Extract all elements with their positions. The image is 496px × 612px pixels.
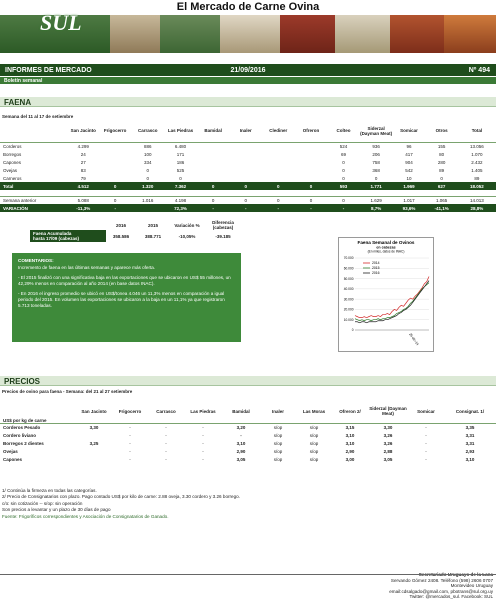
faena-cell: 0 xyxy=(99,182,131,190)
faena-cell xyxy=(230,150,262,158)
prices-cell: - xyxy=(202,432,204,438)
faena-col-header: Carrasco xyxy=(137,128,158,134)
faena-cell: 334 xyxy=(143,159,152,165)
faena-cell: 186 xyxy=(176,159,185,165)
faena-cell: - xyxy=(327,204,359,212)
faena-cell xyxy=(230,142,262,150)
faena-cell: 4.198 xyxy=(164,196,197,204)
report-number: Nº 494 xyxy=(468,66,490,74)
faena-cell xyxy=(295,158,328,166)
faena-cell: 1.320 xyxy=(131,182,164,190)
faena-cell: 0 xyxy=(99,196,131,204)
faena-cell: 1.017 xyxy=(393,196,426,204)
comment-p2: - El 2015 finalizó con una significativa baja en las exportaciones que se ubicaron en US$ 55 millones, un 42,29% menos en comparación al año 2014 (en base datos INAC). xyxy=(18,275,231,286)
contact-address: Servando Gómez 2408. Teléfono (598) 2606 0707 xyxy=(390,577,493,583)
contact-social[interactable]: Twitter: @mercados_sul. Facebook: SUL xyxy=(409,594,493,600)
prices-col-header: Carrasco xyxy=(156,408,176,414)
faena-cell: - xyxy=(262,204,295,212)
prices-row xyxy=(0,455,496,463)
faena-cell xyxy=(295,166,328,174)
faena-cell: 886 xyxy=(131,142,164,150)
faena-cell: 96 xyxy=(393,142,426,150)
faena-cell: 27 xyxy=(80,159,86,165)
prices-cell: - xyxy=(129,440,131,446)
prices-cell: - xyxy=(112,423,148,431)
faena-cell: -11,3% xyxy=(67,204,99,212)
faena-previous-week-row-label: Semana anterior xyxy=(0,196,67,204)
chart-title: Faena Semanal de Ovinos xyxy=(357,240,415,245)
faena-cell: 0 xyxy=(146,175,149,181)
faena-cell: 0 xyxy=(342,167,345,173)
chart-xtick-label: 25-dic-14 xyxy=(408,332,420,347)
contact-email[interactable]: email:cdsalgado@gmail.com, pbotrans@sul.org.uy xyxy=(389,588,493,594)
faena-cell xyxy=(262,174,295,182)
faena-cell xyxy=(262,142,295,150)
sul-logo: SUL xyxy=(40,10,82,35)
prices-cell xyxy=(76,447,112,455)
faena-cell xyxy=(295,150,328,158)
prices-cell: - xyxy=(408,423,444,431)
prices-cell xyxy=(76,431,112,439)
faena-cell: 1.070 xyxy=(471,151,483,157)
faena-row-borregos-label: Borregos xyxy=(3,151,22,157)
prices-table xyxy=(0,400,496,463)
faena-col-header: Las Piedras xyxy=(167,128,194,134)
faena-row-ovejas xyxy=(0,166,496,174)
prices-col-header: Las Moras xyxy=(302,408,326,414)
faena-cell xyxy=(295,142,328,150)
faena-cell: 1.065 xyxy=(425,196,457,204)
faena-col-header: Clediner xyxy=(269,128,288,134)
faena-cell: 524 xyxy=(327,142,359,150)
prices-cell: s/op xyxy=(309,456,319,462)
faena-cell: 1.405 xyxy=(471,167,483,173)
chart-ytick-label: 10.000 xyxy=(343,317,354,322)
section-faena-heading: FAENA xyxy=(0,97,496,107)
faena-cell: 72,3% xyxy=(164,204,197,212)
faena-cell: 93,6% xyxy=(393,204,426,212)
prices-cell: - xyxy=(129,448,131,454)
faena-cell: 417 xyxy=(405,151,413,157)
chart-legend-label: 2016 xyxy=(372,271,380,276)
prices-cell: 3,05 xyxy=(383,456,393,462)
faena-cell xyxy=(262,166,295,174)
footnotes xyxy=(2,488,240,520)
faena-cell: 758 xyxy=(372,159,380,165)
faena-cell: 0 xyxy=(342,159,345,165)
faena-col-header: Somicar xyxy=(400,128,418,134)
faena-cell: 8,7% xyxy=(360,204,393,212)
prices-cell: s/op xyxy=(273,448,283,454)
report-date: 21/09/2016 xyxy=(230,66,266,74)
prices-cell: 3,00 xyxy=(345,456,355,462)
faena-cell xyxy=(197,174,230,182)
faena-cell: 80 xyxy=(439,151,445,157)
prices-cell: - xyxy=(165,456,167,462)
prices-row-label: Borregos 2 dientes xyxy=(3,440,44,446)
prices-cell: 2,88 xyxy=(383,448,393,454)
prices-cell: s/op xyxy=(273,432,283,438)
prices-cell: - xyxy=(184,423,222,431)
faena-cell: - xyxy=(230,204,262,212)
faena-cell: - xyxy=(99,204,131,212)
prices-cell: s/op xyxy=(309,448,319,454)
prices-cell: - xyxy=(129,432,131,438)
prices-cell: - xyxy=(165,448,167,454)
faena-cell: 1.969 xyxy=(393,182,426,190)
acc-col-difference: Diferencia (cabezas) xyxy=(212,220,234,230)
comment-p1: Incremento de faena en las últimas semanas y aparece más oferta. xyxy=(18,265,156,270)
chart-ytick-label: 0 xyxy=(351,328,354,333)
faena-col-header: Ofreron xyxy=(302,128,320,134)
footnote-3: c/o: sin cotización -- s/op: sin operación xyxy=(2,500,83,506)
faena-previous-week-row xyxy=(0,196,496,204)
faena-cell: 0 xyxy=(295,182,328,190)
faena-cell: 14.013 xyxy=(458,196,496,204)
faena-cell: 79 xyxy=(80,175,86,181)
prices-cell: 3,30 xyxy=(76,423,112,431)
faena-cell: 280 xyxy=(437,159,446,165)
prices-cell: 3,10 xyxy=(465,456,475,462)
faena-cell: 627 xyxy=(425,182,457,190)
faena-col-header: Colteo xyxy=(336,128,351,134)
prices-cell: 3,10 xyxy=(236,440,246,446)
prices-row xyxy=(0,431,496,439)
faena-cell: 5.088 xyxy=(67,196,99,204)
faena-cell: 0 xyxy=(262,182,295,190)
faena-cell xyxy=(99,158,131,166)
faena-cell xyxy=(262,158,295,166)
acc-value-difference: -39.185 xyxy=(215,233,231,239)
prices-cell: s/op xyxy=(309,440,319,446)
faena-cell: -41,1% xyxy=(425,204,457,212)
faena-cell xyxy=(99,174,131,182)
prices-cell: 3,31 xyxy=(465,432,475,438)
acc-col-2015: 2015 xyxy=(147,222,158,228)
faena-cell: 1.016 xyxy=(131,196,164,204)
faena-cell xyxy=(197,150,230,158)
chart-legend-label: 2014 xyxy=(372,261,380,266)
page-title: El Mercado de Carne Ovina xyxy=(176,1,320,13)
faena-col-header: San Jacinto xyxy=(70,128,96,134)
faena-cell: 0 xyxy=(342,175,345,181)
faena-col-header: Frigocerro xyxy=(103,128,127,134)
precios-week-label: Precios de ovino para faena - Semana: del 21 al 27 setiembre xyxy=(2,389,133,394)
prices-col-header: San Jacinto xyxy=(81,408,107,414)
faena-cell: 542 xyxy=(405,167,413,173)
footnote-2: 2/ Precio de Consignatarios con plazo. Pago contado US$ por kilo de carne: 2.88 oveja, 3.30 cordero y 3.26 borrego. xyxy=(2,494,241,500)
prices-header-row xyxy=(0,400,496,423)
faena-row-ovejas-label: Ovejas xyxy=(3,167,18,173)
faena-cell xyxy=(99,142,131,150)
prices-cell: 3,26 xyxy=(383,432,393,438)
source-note: Fuente: Frigoríficos correspondientes y Asociación de Consignatarios de Ganado. xyxy=(2,513,169,519)
chart-legend-label: 2015 xyxy=(372,266,380,271)
prices-cell: - xyxy=(202,448,204,454)
acc-value-variation: -10,05% xyxy=(178,233,196,239)
comments-title: COMENTARIOS: xyxy=(18,258,54,263)
prices-col-header: Bamidal xyxy=(232,408,250,414)
faena-cell xyxy=(131,204,164,212)
prices-unit-label: US$ por kg de carne xyxy=(3,417,47,423)
faena-cell xyxy=(197,158,230,166)
faena-cell: 904 xyxy=(405,159,413,165)
chart-ytick-label: 20.000 xyxy=(343,307,354,312)
footer-divider xyxy=(0,574,496,575)
prices-row-label: Ovejas xyxy=(3,448,18,454)
prices-row xyxy=(0,423,496,431)
faena-cell xyxy=(295,174,328,182)
chart-ytick-label: 30.000 xyxy=(343,297,354,302)
prices-cell: - xyxy=(425,448,427,454)
section-precios-heading: PRECIOS xyxy=(0,376,496,386)
faena-col-header: Total xyxy=(471,128,483,134)
prices-cell: 3,30 xyxy=(368,423,408,431)
faena-chart xyxy=(338,237,434,352)
faena-variation-row-label: VARIACIÓN xyxy=(0,204,67,212)
faena-cell: 0 xyxy=(440,175,443,181)
faena-cell xyxy=(230,166,262,174)
prices-cell: - xyxy=(165,440,167,446)
prices-cell: - xyxy=(425,456,427,462)
prices-cell: s/op xyxy=(273,440,283,446)
faena-col-header: Bamidal xyxy=(204,128,222,134)
chart-ytick-label: 40.000 xyxy=(343,287,354,292)
faena-row-corderos-label: Corderos xyxy=(0,142,67,150)
chart-subtitle: en cabezas xyxy=(376,245,396,250)
faena-total-row-label: Total xyxy=(0,182,67,190)
prices-cell: s/op xyxy=(309,432,319,438)
contact-city: Montevideo Uruguay xyxy=(450,583,493,589)
prices-row-label: Cordero liviano xyxy=(3,432,37,438)
bulletin-subtitle: Boletín semanal xyxy=(0,77,496,84)
acc-label xyxy=(30,230,106,242)
prices-row xyxy=(0,447,496,455)
chart-source-note: (En miles, datos de INAC) xyxy=(367,249,405,254)
faena-cell: 89 xyxy=(439,167,445,173)
prices-col-header: Somicar xyxy=(417,408,435,414)
faena-cell: 171 xyxy=(176,151,185,157)
accumulated-table xyxy=(30,220,242,242)
faena-variation-row xyxy=(0,204,496,212)
report-type: INFORMES DE MERCADO xyxy=(5,66,92,74)
contact-block xyxy=(389,572,493,600)
faena-cell: 0 xyxy=(197,196,230,204)
faena-cell: 1.771 xyxy=(360,182,393,190)
prices-row-label: Capones xyxy=(3,456,23,462)
faena-cell: 89 xyxy=(474,175,480,181)
faena-cell: 18.052 xyxy=(458,182,496,190)
prices-cell: 3,05 xyxy=(236,456,246,462)
prices-cell: 2,90 xyxy=(236,448,246,454)
faena-row-carneros xyxy=(0,174,496,182)
faena-cell: - xyxy=(295,204,328,212)
prices-cell: 3,10 xyxy=(345,432,355,438)
faena-cell: 4.299 xyxy=(67,142,99,150)
comments-box xyxy=(12,253,241,342)
faena-cell: 0 xyxy=(295,196,328,204)
prices-col-header: Consignat. 1/ xyxy=(455,408,485,414)
faena-cell: 0 xyxy=(146,167,149,173)
faena-cell: 936 xyxy=(360,142,393,150)
prices-cell: 3,15 xyxy=(332,423,368,431)
faena-cell: 0 xyxy=(374,175,378,181)
prices-col-header: Ofreron 2/ xyxy=(339,408,361,414)
faena-cell: 0 xyxy=(197,182,230,190)
chart-series-2014 xyxy=(355,277,429,318)
faena-cell: 0 xyxy=(327,196,359,204)
faena-cell: 100 xyxy=(143,151,152,157)
prices-col-header: Frigocerro xyxy=(118,408,142,414)
faena-row-corderos xyxy=(0,142,496,150)
faena-row-borregos xyxy=(0,150,496,158)
prices-cell xyxy=(76,455,112,463)
faena-cell: 10 xyxy=(406,175,412,181)
faena-cell: 13.056 xyxy=(458,142,496,150)
prices-cell: - xyxy=(202,440,204,446)
prices-cell: s/op xyxy=(296,423,332,431)
faena-cell xyxy=(99,150,131,158)
faena-col-header: Otros xyxy=(435,128,448,134)
prices-cell: 3,20 xyxy=(222,423,260,431)
prices-cell: 3,26 xyxy=(383,440,393,446)
faena-row-capones-label: Capones xyxy=(3,159,22,165)
acc-label-line1: Faena Acumulada xyxy=(33,231,72,236)
acc-col-2016: 2016 xyxy=(115,222,126,228)
prices-cell: - xyxy=(129,456,131,462)
faena-cell: 6.480 xyxy=(164,142,197,150)
faena-cell xyxy=(262,150,295,158)
chart-ytick-label: 60.000 xyxy=(343,266,354,271)
faena-header-row xyxy=(0,120,496,142)
faena-cell: 525 xyxy=(176,167,185,173)
faena-cell: 24 xyxy=(80,151,86,157)
faena-cell xyxy=(230,174,262,182)
prices-cell: s/op xyxy=(273,456,283,462)
report-strip xyxy=(0,64,496,76)
prices-cell: 2,93 xyxy=(465,448,475,454)
faena-cell: - xyxy=(197,204,230,212)
prices-col-header: Inaler xyxy=(271,408,284,414)
faena-cell: 155 xyxy=(425,142,457,150)
prices-cell: 3,31 xyxy=(465,440,475,446)
prices-row-label: Corderos Pesado xyxy=(0,423,76,431)
faena-row-carneros-label: Carneros xyxy=(3,175,22,181)
acc-value-2015: 388.771 xyxy=(144,233,162,239)
acc-value-2016: 358.586 xyxy=(112,233,130,239)
comment-p3: - En 2016 el ingreso promedio se ubicó en US$/tonea 4.046 un 11,3% menos en comparación a igual periodo del 2015. En volumen las exportaciones se ubicaron a la baja en un 11,1% ya que registraron 5.713 toneladas. xyxy=(18,291,225,308)
faena-row-capones xyxy=(0,158,496,166)
chart-ytick-label: 70.000 xyxy=(343,256,354,261)
prices-cell: - xyxy=(148,423,184,431)
footnote-4: Son precios a levantar y un plazo de 30 días de pago xyxy=(2,507,111,513)
prices-cell: - xyxy=(425,432,427,438)
faena-cell: 1.629 xyxy=(360,196,393,204)
prices-col-header: Las Piedras xyxy=(190,408,216,414)
faena-cell: 0 xyxy=(230,182,262,190)
faena-cell: 28,8% xyxy=(458,204,496,212)
faena-cell: 0 xyxy=(230,196,262,204)
acc-col-variation: Variación % xyxy=(174,222,200,228)
faena-cell: 7.362 xyxy=(164,182,197,190)
acc-label-line2: hasta 17/09 (cabezas) xyxy=(33,236,80,241)
chart-series-2015 xyxy=(355,283,429,321)
prices-row xyxy=(0,439,496,447)
faena-col-header: Inaler xyxy=(239,128,252,134)
faena-cell xyxy=(230,158,262,166)
prices-cell: 3,25 xyxy=(89,440,99,446)
faena-col-blank xyxy=(0,120,67,142)
faena-cell: 368 xyxy=(372,167,380,173)
faena-cell xyxy=(99,166,131,174)
faena-cell: 2.432 xyxy=(471,159,483,165)
chart-ytick-label: 50.000 xyxy=(343,276,354,281)
faena-total-row xyxy=(0,182,496,190)
prices-cell: 3,10 xyxy=(345,440,355,446)
prices-cell: - xyxy=(425,440,427,446)
prices-cell: - xyxy=(240,432,242,438)
faena-col-header: Siderzal (Dayman Meat) xyxy=(360,125,393,136)
faena-cell: 69 xyxy=(341,151,347,157)
faena-cell xyxy=(197,142,230,150)
faena-table xyxy=(0,120,496,212)
footnote-1: 1/ Continúa la firmeza en todas las categorías. xyxy=(2,488,97,493)
faena-cell: 206 xyxy=(372,151,380,157)
prices-col-header: Siderzal (Dayman Meat) xyxy=(369,406,407,417)
prices-cell: - xyxy=(202,456,204,462)
prices-cell: 3,35 xyxy=(444,423,496,431)
faena-cell: 0 xyxy=(262,196,295,204)
faena-cell xyxy=(197,166,230,174)
faena-chart-svg xyxy=(339,238,433,351)
faena-cell: 4.512 xyxy=(67,182,99,190)
prices-cell: - xyxy=(165,432,167,438)
prices-cell: s/op xyxy=(260,423,296,431)
faena-cell: 0 xyxy=(179,175,182,181)
faena-cell: 593 xyxy=(327,182,359,190)
faena-cell: 83 xyxy=(80,167,86,173)
prices-cell: 2,90 xyxy=(345,448,355,454)
faena-week-label: Semana del 11 al 17 de setiembre xyxy=(2,114,74,119)
